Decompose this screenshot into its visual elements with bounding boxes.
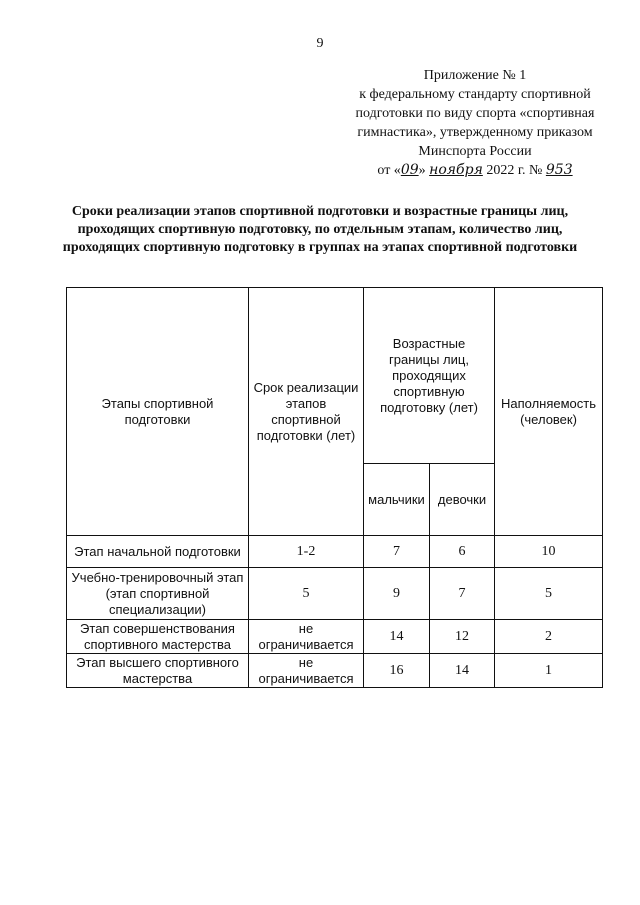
appendix-header <box>330 66 620 180</box>
term-cell: не ограничивается <box>249 654 364 688</box>
document-title: Сроки реализации этапов спортивной подготовки и возрастные границы лиц, проходящих спортивную подготовку, по отдельным этапам, количество лиц, проходящих спортивную подготовку в группах на этапах спортивной подготовки <box>62 204 578 255</box>
girls-cell: 14 <box>430 654 495 688</box>
header-occupancy: Наполняемость (человек) <box>495 288 603 536</box>
stage-cell: Этап начальной подготовки <box>67 536 249 568</box>
order-number: 953 <box>545 162 573 178</box>
boys-cell: 9 <box>364 568 430 620</box>
occupancy-cell: 5 <box>495 568 603 620</box>
boys-cell: 7 <box>364 536 430 568</box>
appendix-title: Приложение № 1 <box>423 68 527 83</box>
table-row <box>67 654 603 688</box>
appendix-line: к федеральному стандарту спортивной <box>359 87 591 102</box>
order-month: ноября <box>429 162 483 178</box>
date-mid: » <box>418 163 426 178</box>
stages-table <box>66 287 603 688</box>
header-girls: девочки <box>430 464 495 536</box>
appendix-line: гимнастика», утвержденному приказом <box>357 125 593 140</box>
occupancy-cell: 2 <box>495 620 603 654</box>
stage-cell: Этап высшего спортивного мастерства <box>67 654 249 688</box>
header-stages: Этапы спортивной подготовки <box>67 288 249 536</box>
table-row <box>67 620 603 654</box>
stage-cell: Этап совершенствования спортивного мастерства <box>67 620 249 654</box>
header-age: Возрастные границы лиц, проходящих спортивную подготовку (лет) <box>364 288 495 464</box>
date-prefix: от « <box>377 163 401 178</box>
order-date-line <box>330 161 620 180</box>
girls-cell: 7 <box>430 568 495 620</box>
table-row <box>67 568 603 620</box>
occupancy-cell: 1 <box>495 654 603 688</box>
appendix-line: подготовки по виду спорта «спортивная <box>355 106 595 121</box>
stage-cell: Учебно-тренировочный этап (этап спортивной специализации) <box>67 568 249 620</box>
occupancy-cell: 10 <box>495 536 603 568</box>
order-year: 2022 г. № <box>486 163 543 178</box>
appendix-line: Минспорта России <box>418 144 532 159</box>
term-cell: 1-2 <box>249 536 364 568</box>
term-cell: не ограничивается <box>249 620 364 654</box>
term-cell: 5 <box>249 568 364 620</box>
girls-cell: 6 <box>430 536 495 568</box>
table-row <box>67 536 603 568</box>
order-day: 09 <box>400 162 419 178</box>
header-boys: мальчики <box>364 464 430 536</box>
girls-cell: 12 <box>430 620 495 654</box>
boys-cell: 14 <box>364 620 430 654</box>
page-number: 9 <box>316 36 324 51</box>
header-term: Срок реализации этапов спортивной подготовки (лет) <box>249 288 364 536</box>
boys-cell: 16 <box>364 654 430 688</box>
